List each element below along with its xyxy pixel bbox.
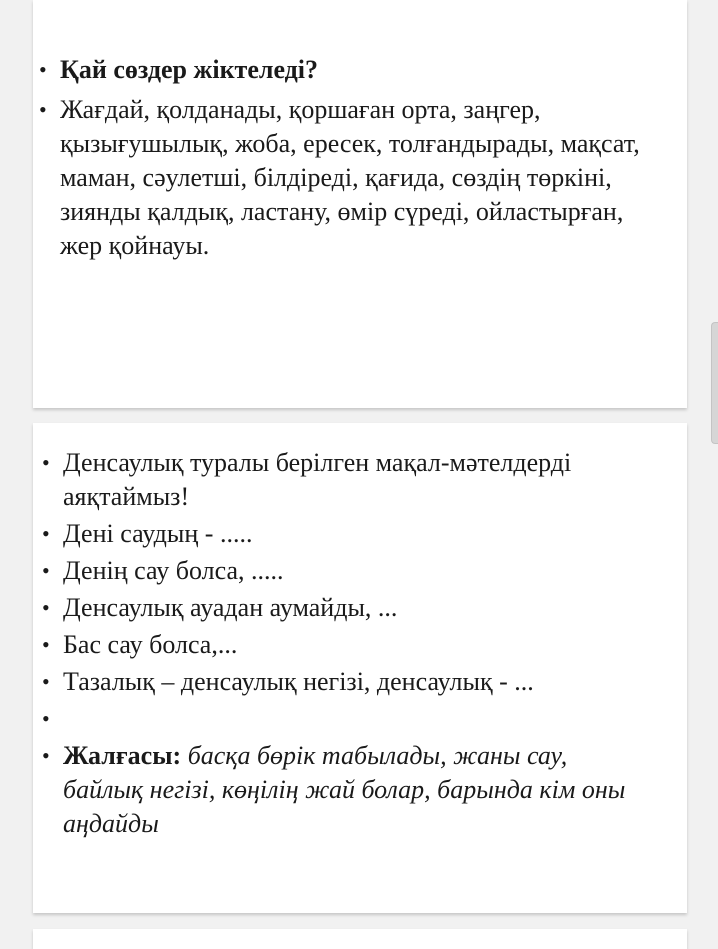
list-item [42,665,633,699]
list-item [42,591,633,625]
bullet-icon: • [42,632,50,657]
list-item [42,554,633,588]
list-item [39,53,640,87]
slide-1-heading: Қай сөздер жіктеледі? [60,55,319,84]
bullet-icon: • [39,97,47,122]
proverb-4: Бас сау болса,... [63,630,238,659]
proverb-2: Денің сау болса, ..... [63,556,284,585]
list-item [39,93,640,263]
proverb-5: Тазалық – денсаулық негізі, денсаулық - ... [63,667,534,696]
list-item [42,628,633,662]
bullet-icon: • [42,450,50,475]
bullet-icon: • [42,743,50,768]
bullet-icon: • [39,57,47,82]
answer-text: басқа бөрік табылады, жаны сау, байлық негізі, көңілің жай болар, барында кім оны аңдайды [63,741,626,838]
bullet-icon: • [42,595,50,620]
proverb-3: Денсаулық ауадан аумайды, ... [63,593,398,622]
list-item [42,517,633,551]
slide-3 [33,929,687,949]
bullet-icon: • [42,558,50,583]
slide-1-list [39,53,640,269]
slide-2-list [42,446,633,844]
list-item-empty [42,702,633,736]
proverb-1: Дені саудың - ..... [63,519,253,548]
task-instruction: Денсаулық туралы берілген мақал-мәтелдерді аяқтаймыз! [63,448,572,511]
answer-label: Жалғасы: [63,741,182,770]
scrollbar[interactable] [711,322,718,444]
bullet-icon: • [42,706,50,731]
bullet-icon: • [42,669,50,694]
bullet-icon: • [42,521,50,546]
list-item [42,446,633,514]
list-item [42,739,633,841]
word-list: Жағдай, қолданады, қоршаған орта, заңгер, қызығушылық, жоба, ересек, толғандырады, мақсат, маман, сәулетші, білдіреді, қағида, сөздің төркіні, зиянды қалдық, ластану, өмір сүреді, ойластырған, жер қойнауы. [60,95,640,260]
